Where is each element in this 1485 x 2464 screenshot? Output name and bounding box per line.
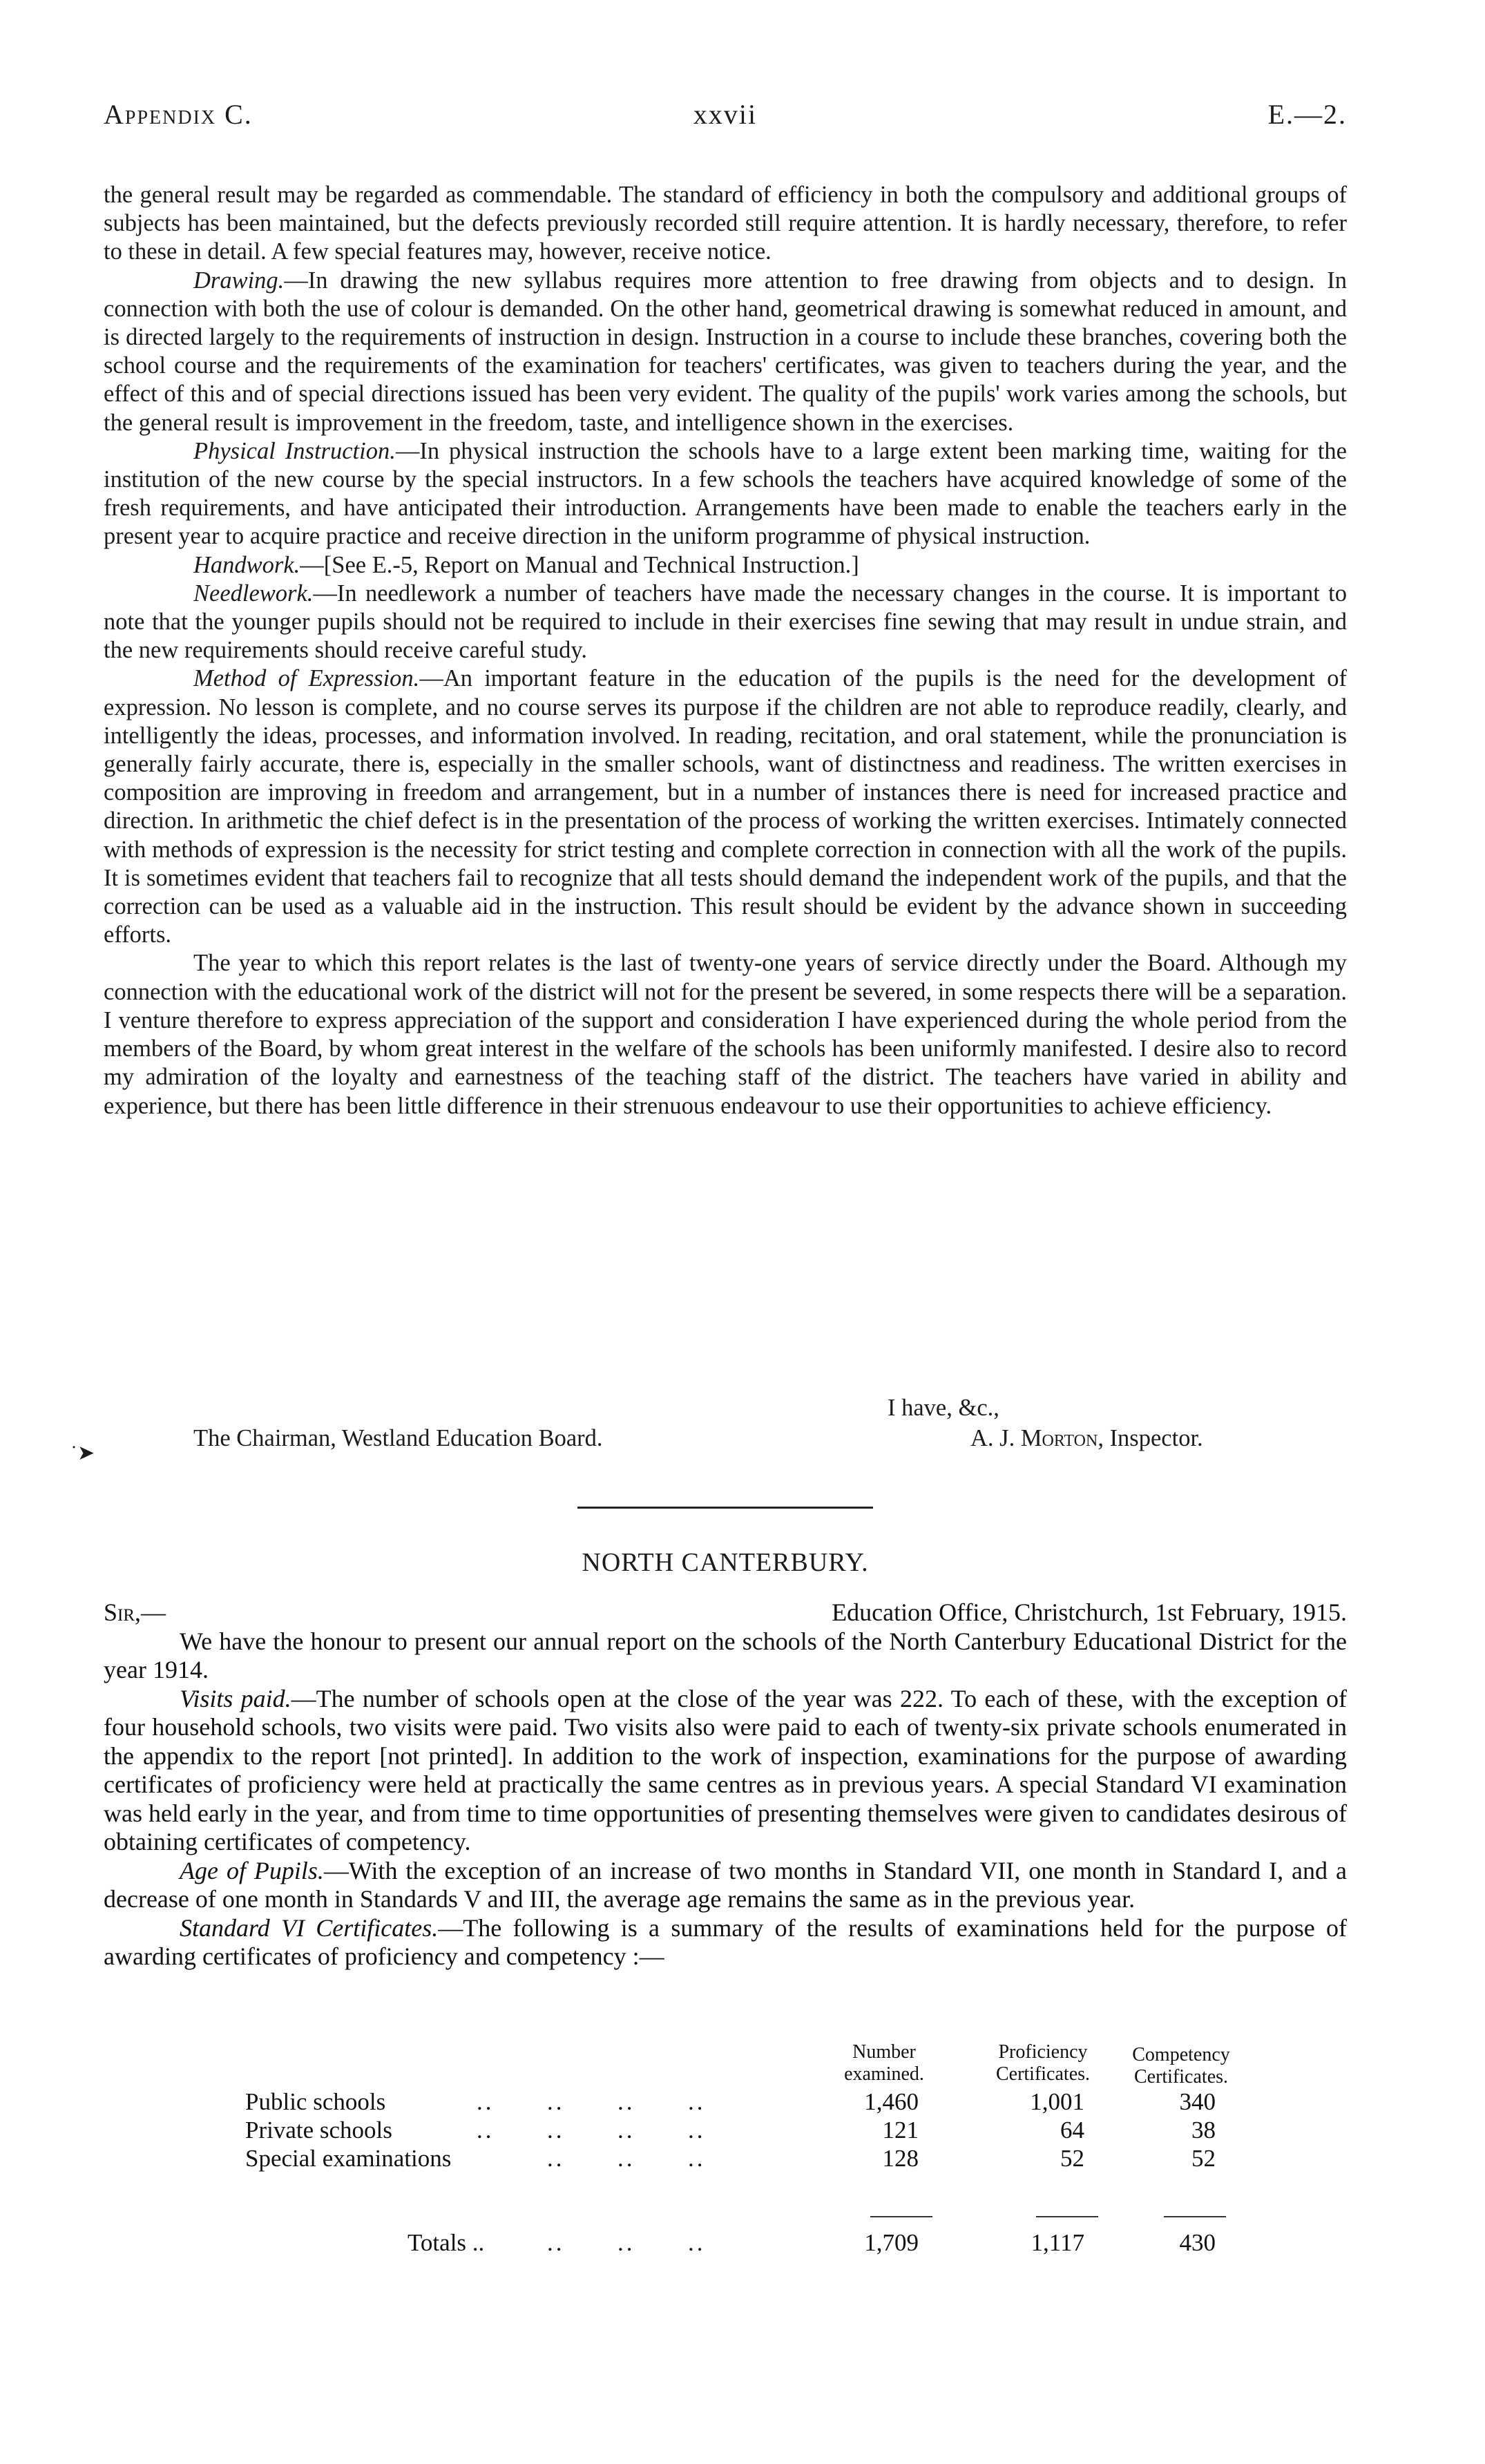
text-method-of-expression: —An important feature in the education of the pupils is the need for the development of expression. No lesson is complete, and no course serves its purpose if the children are not able to reproduce readily, clearly, and intelligently the ideas, processes, and information involved. In reading, recitation, and oral statement, while the pronunciation is generally fairly accurate, there is, especially in the smaller schools, want of distinctness and readiness. The written exercises in composition are improving in freedom and arrangement, but in a number of instances there is need for increased practice and direction. In arithmetic the chief defect is in the presentation of the process of working the written exercises. Intimately connected with methods of expression is the necessity for strict testing and complete correction in connection with all the work of the pupils. It is sometimes evident that teachers fail to recognize that all tests should demand the independent work of the pupils, and that the correction can be used as a valuable aid in the instruction. This result should be evident by the advance shown in succeeding efforts. [104,665,1347,948]
page-header [104,98,1347,146]
inspector-initials: A. J. [970,1425,1015,1451]
column-header-proficiency [974,2041,1112,2085]
paragraph-physical-instruction [104,437,1347,551]
paragraph-needlework [104,580,1347,665]
cell-examined: 121 [882,2117,919,2143]
paragraph-handwork [104,551,1347,580]
table-row [104,2088,1347,2116]
sum-rule-proficiency [1036,2216,1098,2217]
signature-block [104,1394,1347,1456]
text-drawing: —In drawing the new syllabus requires more attention to free drawing from objects and to design. In connection with both the use of colour is demanded. On the other hand, geometrical drawing is somewhat reduced in amount, and is directed largely to the requirements of instruction in design. Instruction in a course to include these branches, covering both the school course and the requirements of the examination for teachers' certificates, was given to teachers during the year, and the effect of this and of special directions issued has been very evident. The quality of the pupils' work varies among the schools, but the general result is improvement in the freedom, taste, and intelligence shown in the exercises. [104,267,1347,436]
cell-proficiency: 52 [1060,2145,1084,2172]
paragraph-age-of-pupils [104,1857,1347,1914]
column-header-line: Proficiency [998,2041,1088,2063]
north-canterbury-report-body [104,1598,1347,1971]
text-needlework: —In needlework a number of teachers have made the necessary changes in the course. It is important to note that the younger pupils should not be required to include in their exercises fine sewing that may result in undue strain, and the new requirements should receive careful study. [104,580,1347,664]
paragraph-drawing [104,267,1347,437]
heading-standard-vi: Standard VI Certificates. [180,1913,439,1942]
header-appendix: Appendix C. [104,99,253,130]
row-label: Public schools [245,2088,386,2115]
row-label: Private schools [245,2117,392,2143]
heading-drawing: Drawing. [193,267,285,294]
leader-dots: .. .. .. .. [477,2088,706,2115]
inspector-title: , Inspector. [1098,1425,1203,1451]
heading-age-of-pupils: Age of Pupils. [180,1856,324,1884]
paragraph-closing: The year to which this report relates is the last of twenty-one years of service directly under the Board. Although my connection with the educational work of the district will not for the present be severed, in some respects there will be a separation. I venture therefore to express appreciation of the support and consideration I have experienced during the whole period from the members of the Board, by whom great interest in the welfare of the schools has been uniformly manifested. I desire also to record my admiration of the loyalty and earnestness of the teaching staff of the district. The teachers have varied in ability and experience, but there has been little difference in their strenuous endeavour to use their opportunities to achieve efficiency. [104,950,1347,1119]
inspector-name: Morton [1020,1425,1098,1451]
heading-visits-paid: Visits paid. [180,1684,291,1712]
section-divider [577,1507,873,1509]
section-title-north-canterbury: NORTH CANTERBURY. [582,1548,869,1577]
addressee: The Chairman, Westland Education Board. [193,1425,603,1451]
sum-rule-competency [1164,2216,1226,2217]
cell-competency: 340 [1179,2088,1216,2115]
salutation-line [104,1598,1347,1627]
text-handwork: —[See E.-5, Report on Manual and Technical Instruction.] [300,551,859,578]
cell-examined: 1,460 [864,2088,919,2115]
paragraph-standard-vi [104,1914,1347,1971]
column-header-line: examined. [844,2063,924,2085]
text-visits-paid: —The number of schools open at the close of the year was 222. To each of these, with the exception of four household schools, two visits were paid. Two visits also were paid to each of twenty-six private schools enumerated in the appendix to the report [not printed]. In addition to the work of inspection, examinations for the purpose of awarding certificates of proficiency were held at practically the same centres as in previous years. A special Standard VI examination was held early in the year, and from time to time opportunities of presenting themselves were given to candidates desirous of obtaining certificates of competency. [104,1684,1347,1855]
text-physical-instruction: —In physical instruction the schools have to a large extent been marking time, waiting for the institution of the new course by the special instructors. In a few schools the teachers have acquired knowledge of some of the fresh requirements, and have anticipated their introduction. Arrangements have been made to enable the teachers early in the present year to acquire practice and receive direction in the uniform programme of physical instruction. [104,437,1347,550]
document-page [70,0,1347,2464]
column-header-examined [822,2041,946,2085]
paragraph-visits-paid [104,1685,1347,1857]
inspector-signature [970,1424,1203,1453]
sum-rule-examined [870,2216,932,2217]
paragraph-method-of-expression [104,665,1347,949]
row-label: Special examinations [245,2145,452,2172]
table-row [104,2145,1347,2172]
total-proficiency: 1,117 [1031,2229,1084,2256]
paragraph-intro: We have the honour to present our annual report on the schools of the North Canterbury Educational District for the year 1914. [104,1627,1347,1683]
table-row [104,2117,1347,2144]
leader-dots: .. .. .. [477,2229,706,2256]
table-row-totals [104,2229,1347,2257]
cell-proficiency: 64 [1060,2117,1084,2143]
totals-label: Totals .. [408,2229,485,2256]
stray-margin-mark: ˙➤ [70,1442,95,1464]
salutation: Sir,— [104,1598,166,1626]
cell-proficiency: 1,001 [1030,2088,1084,2115]
column-header-line: Competency [1132,2044,1230,2065]
heading-needlework: Needlework. [193,580,314,607]
cell-competency: 52 [1191,2145,1216,2172]
cell-examined: 128 [882,2145,919,2172]
text-age-of-pupils: —With the exception of an increase of two months in Standard VII, one month in Standard I, and a decrease of one month in Standards V and III, the average age remains the same as in the previous year. [104,1856,1347,1913]
leader-dots: .. .. .. .. [477,2117,706,2143]
paragraph-continued: the general result may be regarded as commendable. The standard of efficiency in both the compulsory and additional groups of subjects has been maintained, but the defects previously recorded still require attention. It is hardly necessary, therefore, to refer to these in detail. A few special features may, however, receive notice. [104,182,1347,265]
heading-method-of-expression: Method of Expression. [193,665,420,692]
westland-report-body [104,181,1347,1120]
header-page-number: xxvii [693,99,758,130]
column-header-line: Certificates. [1133,2066,1229,2088]
heading-physical-instruction: Physical Instruction. [193,437,396,464]
column-header-line: Certificates. [995,2063,1091,2085]
column-header-line: Number [852,2041,916,2063]
leader-dots: .. .. .. [477,2145,706,2172]
heading-handwork: Handwork. [193,551,300,578]
column-header-competency [1112,2044,1250,2088]
header-paper-ref: E.—2. [1267,99,1347,130]
place-and-date: Education Office, Christchurch, 1st February, 1915. [832,1598,1347,1626]
text-standard-vi: —The following is a summary of the results of examinations held for the purpose of awarding certificates of proficiency and competency :— [104,1913,1347,1970]
total-competency: 430 [1179,2229,1216,2256]
total-examined: 1,709 [864,2229,919,2256]
cell-competency: 38 [1191,2117,1216,2143]
closing-formula: I have, &c., [888,1395,999,1421]
